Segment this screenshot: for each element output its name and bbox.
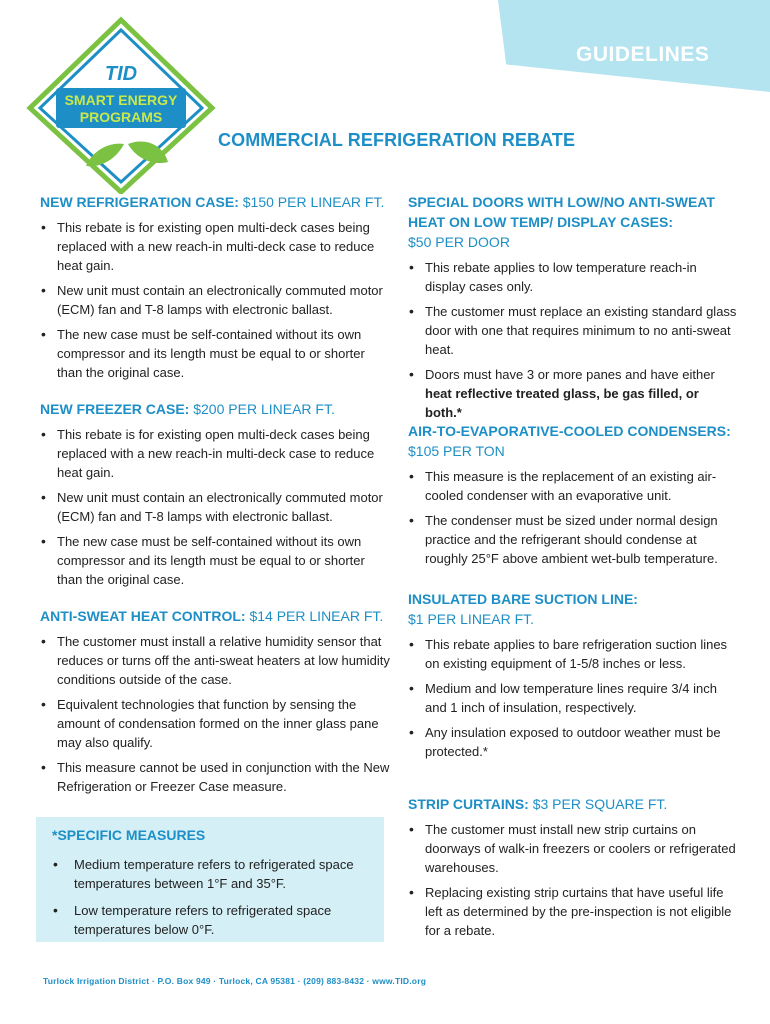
- list-item: • Equivalent technologies that function by sensing the amount of condensation formed on the inner glass pane may also qualify.: [40, 695, 390, 752]
- list-item: • This measure is the replacement of an existing air-cooled condenser with an evaporative unit.: [408, 467, 738, 505]
- list-item: • Medium and low temperature lines require 3/4 inch and 1 inch of insulation, respectively.: [408, 679, 738, 717]
- list-item: • The new case must be self-contained without its own compressor and its length must be equal to or shorter than the original case.: [40, 532, 390, 589]
- specific-measures-title: *SPECIFIC MEASURES: [52, 827, 206, 843]
- logo-mark: TID: [104, 63, 138, 85]
- list-item: • This rebate is for existing open multi-deck cases being replaced with a new reach-in multi-deck case to reduce heat gain.: [40, 218, 390, 275]
- list-item: • Any insulation exposed to outdoor weather must be protected.*: [408, 723, 738, 761]
- section-new-freezer-case: [40, 399, 390, 595]
- list-item: • New unit must contain an electronically commuted motor (ECM) fan and T-8 lamps with electronic ballast.: [40, 488, 390, 526]
- list-item: • This rebate applies to low temperature reach-in display cases only.: [408, 258, 738, 296]
- section-new-refrigeration-case: [40, 192, 390, 388]
- list-item: • Replacing existing strip curtains that have useful life left as determined by the pre-inspection is not eligible for a rebate.: [408, 883, 738, 940]
- section-air-to-evaporative-condensers: [408, 421, 738, 574]
- section-heading: NEW REFRIGERATION CASE: $150 PER LINEAR FT.: [40, 194, 385, 210]
- logo-line1: SMART ENERGY: [64, 92, 178, 108]
- section-special-doors: [408, 192, 738, 428]
- smart-energy-logo: [26, 16, 216, 194]
- section-insulated-bare-suction-line: [408, 589, 738, 767]
- list-item: • This measure cannot be used in conjunction with the New Refrigeration or Freezer Case measure.: [40, 758, 390, 796]
- list-item: • Medium temperature refers to refrigerated space temperatures between 1°F and 35°F.: [52, 855, 370, 893]
- list-item: • Doors must have 3 or more panes and have either heat reflective treated glass, be gas filled, or both.*: [408, 365, 738, 422]
- list-item: • This rebate applies to bare refrigeration suction lines on existing equipment of 1-5/8 inches or less.: [408, 635, 738, 673]
- list-item: • This rebate is for existing open multi-deck cases being replaced with a new reach-in multi-deck case to reduce heat gain.: [40, 425, 390, 482]
- footer-contact: Turlock Irrigation District · P.O. Box 949 · Turlock, CA 95381 · (209) 883-8432 · www.TID.org: [43, 976, 427, 986]
- section-heading: NEW FREEZER CASE: $200 PER LINEAR FT.: [40, 401, 335, 417]
- banner-title: GUIDELINES: [576, 43, 710, 66]
- list-item: • The new case must be self-contained without its own compressor and its length must be equal to or shorter than the original case.: [40, 325, 390, 382]
- list-item: • Low temperature refers to refrigerated space temperatures below 0°F.: [52, 901, 370, 939]
- section-anti-sweat-heat-control: [40, 606, 390, 802]
- list-item: • New unit must contain an electronically commuted motor (ECM) fan and T-8 lamps with electronic ballast.: [40, 281, 390, 319]
- section-heading: ANTI-SWEAT HEAT CONTROL: $14 PER LINEAR FT.: [40, 608, 384, 624]
- specific-measures-box: [36, 817, 384, 942]
- list-item: • The customer must install new strip curtains on doorways of walk-in freezers or coolers or refrigerated warehouses.: [408, 820, 738, 877]
- section-strip-curtains: [408, 794, 738, 946]
- list-item: • The customer must replace an existing standard glass door with one that requires minimum to no anti-sweat heat.: [408, 302, 738, 359]
- section-heading: INSULATED BARE SUCTION LINE: $1 PER LINEAR FT.: [408, 591, 638, 627]
- logo-line2: PROGRAMS: [79, 109, 163, 125]
- list-item: • The condenser must be sized under normal design practice and the refrigerant should condense at roughly 25°F above ambient wet-bulb temperature.: [408, 511, 738, 568]
- list-item: • The customer must install a relative humidity sensor that reduces or turns off the anti-sweat heaters at low humidity conditions outside of the case.: [40, 632, 390, 689]
- section-heading: SPECIAL DOORS WITH LOW/NO ANTI-SWEAT HEAT ON LOW TEMP/ DISPLAY CASES: $50 PER DOOR: [408, 194, 715, 250]
- section-heading: STRIP CURTAINS: $3 PER SQUARE FT.: [408, 796, 668, 812]
- document-title: COMMERCIAL REFRIGERATION REBATE: [218, 130, 576, 150]
- section-heading: AIR-TO-EVAPORATIVE-COOLED CONDENSERS: $105 PER TON: [408, 423, 731, 459]
